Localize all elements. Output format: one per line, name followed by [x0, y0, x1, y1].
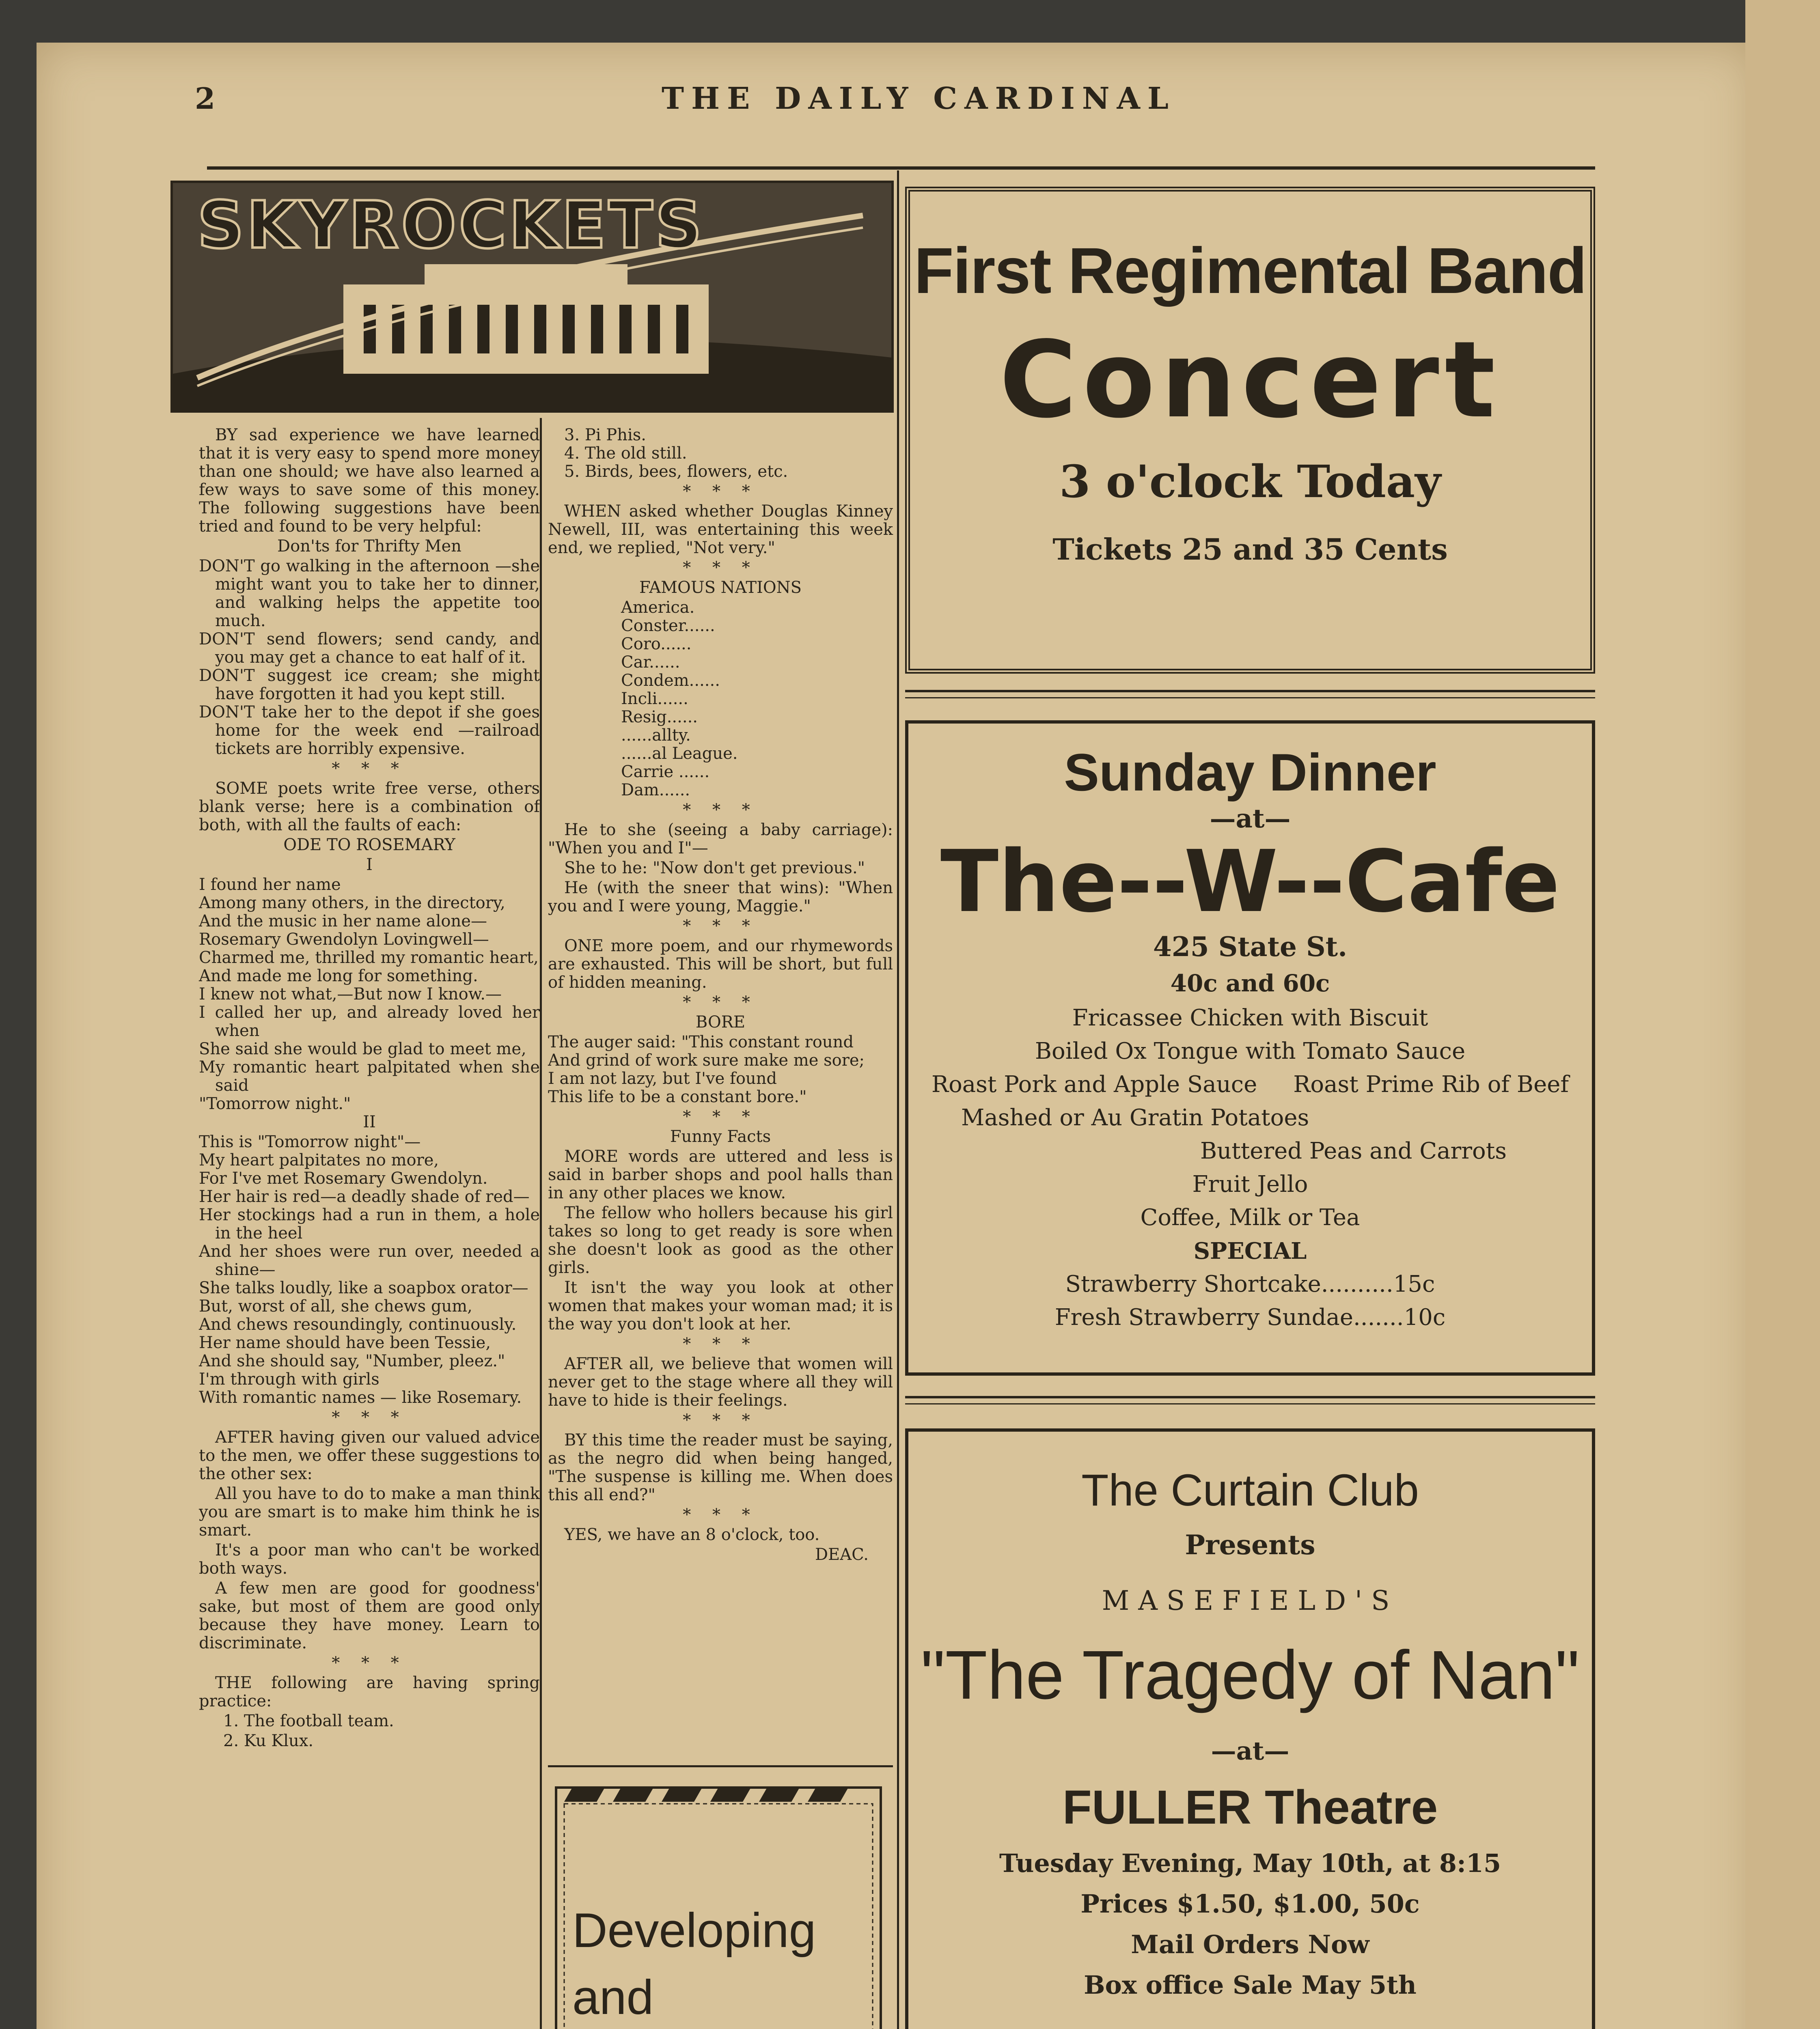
after-line: It's a poor man who can't be worked both ways.: [199, 1541, 540, 1578]
menu-item: Roast Pork and Apple Sauce Roast Prime Rib of Beef: [931, 1071, 1569, 1098]
nation-item: Incli......: [621, 689, 688, 708]
kk-shop-ad: [548, 1779, 889, 2029]
one-more-poem: ONE more poem, and our rhymewords are exhausted. This will be short, but full of hidden meaning.: [548, 937, 893, 992]
nation-item: Carrie ......: [621, 762, 710, 781]
separator-stars: * * *: [683, 917, 758, 935]
donts-heading: Don'ts for Thrifty Men: [277, 537, 461, 556]
menu-item: Fricassee Chicken with Biscuit: [1072, 1005, 1428, 1031]
after-advice: AFTER having given our valued advice to the men, we offer these suggestions to the other sex:: [199, 1428, 540, 1483]
thrift-intro: BY sad experience we have learned that it is very easy to spend more money than one should; we have also learned a few ways to save some of this money. The following suggestions have been tried and found to be very helpful:: [199, 426, 540, 536]
ode-line: Her stockings had a run in them, a hole in the heel: [199, 1206, 540, 1243]
paper-name: THE DAILY CARDINAL: [662, 81, 1176, 116]
nation-item: ......al League.: [621, 744, 738, 763]
ode-part-number: II: [363, 1113, 376, 1131]
nation-item: Dam......: [621, 781, 690, 799]
ode-line: Charmed me, thrilled my romantic heart,: [199, 948, 539, 967]
ode-line: With romantic names — like Rosemary.: [199, 1388, 522, 1407]
separator-stars: * * *: [683, 801, 758, 819]
kk-headline-line: and: [572, 1970, 654, 2025]
dialogue-line: He to she (seeing a baby carriage): "When you and I"—: [548, 821, 893, 857]
ode-line: And made me long for something.: [199, 967, 478, 985]
band-title: First Regimental Band: [914, 234, 1587, 307]
ode-line: I knew not what,—But now I know.—: [199, 985, 502, 1004]
separator-stars: * * *: [683, 558, 758, 577]
menu-special: SPECIAL: [1193, 1238, 1307, 1264]
cafe-heading: Sunday Dinner: [1064, 743, 1436, 802]
nations-list: [548, 599, 893, 799]
separator-stars: * * *: [683, 1411, 758, 1430]
ode-line: I called her up, and already loved her when: [199, 1003, 540, 1040]
section-rule: [905, 697, 1595, 698]
play-date: Tuesday Evening, May 10th, at 8:15: [999, 1848, 1501, 1878]
spring-item: 1. The football team.: [223, 1712, 394, 1730]
nation-item: ......allty.: [621, 726, 691, 745]
ode-line: But, worst of all, she chews gum,: [199, 1297, 472, 1316]
cafe-address: 425 State St.: [1153, 931, 1348, 963]
ode-line: And she should say, "Number, pleez.": [199, 1352, 505, 1370]
ode-line: My heart palpitates no more,: [199, 1151, 439, 1170]
nation-item: Car......: [621, 653, 680, 672]
cafe-price: 40c and 60c: [1170, 969, 1330, 997]
dialogue-line: He (with the sneer that wins): "When you and I were young, Maggie.": [548, 879, 893, 915]
ode-title: ODE TO ROSEMARY: [283, 836, 455, 854]
cafe-name: The--W--Cafe: [940, 832, 1560, 931]
list-item: 4. The old still.: [564, 444, 687, 463]
dialogue-line: She to he: "Now don't get previous.": [564, 859, 865, 877]
club-presents: Presents: [1185, 1529, 1315, 1561]
nation-item: Coro......: [621, 635, 692, 653]
column-signature: DEAC.: [815, 1545, 869, 1564]
menu-item: Coffee, Milk or Tea: [1140, 1204, 1360, 1231]
ode-line: This is "Tomorrow night"—: [199, 1133, 421, 1151]
separator-stars: * * *: [332, 1408, 407, 1427]
bore-line: This life to be a constant bore.": [548, 1088, 807, 1106]
nation-item: Conster......: [621, 616, 715, 635]
ode-line: My romantic heart palpitated when she said: [199, 1058, 540, 1095]
menu-item: Boiled Ox Tongue with Tomato Sauce: [1035, 1038, 1466, 1064]
poets-intro: SOME poets write free verse, others blank verse; here is a combination of both, with all the faults of each:: [199, 779, 540, 834]
ode-line: For I've met Rosemary Gwendolyn.: [199, 1169, 488, 1188]
menu-item: Fruit Jello: [1192, 1171, 1308, 1198]
column-rule: [897, 170, 899, 2029]
dont-item: DON'T send flowers; send candy, and you may get a chance to eat half of it.: [199, 630, 540, 667]
special-item: Fresh Strawberry Sundae.......10c: [1054, 1304, 1446, 1331]
ode-line: She said she would be glad to meet me,: [199, 1040, 526, 1058]
nations-title: FAMOUS NATIONS: [639, 578, 802, 597]
page-number: 2: [195, 81, 216, 116]
nation-item: Resig......: [621, 708, 698, 726]
masthead-rule: [207, 166, 1595, 170]
funny-fact: The fellow who hollers because his girl takes so long to get ready is sore when she doesn't look as good as the other girls.: [548, 1204, 893, 1277]
play-author: MASEFIELD'S: [1102, 1585, 1399, 1616]
kk-headline-line: Developing: [572, 1903, 816, 1958]
separator-stars: * * *: [683, 1107, 758, 1126]
dont-item: DON'T suggest ice cream; she might have forgotten it had you kept still.: [199, 666, 540, 703]
ode-line: Her hair is red—a deadly shade of red—: [199, 1187, 530, 1206]
ode-line: I found her name: [199, 875, 341, 894]
section-rule: [548, 1765, 893, 1767]
spring-item: 2. Ku Klux.: [223, 1732, 314, 1750]
skyrockets-column-2: [548, 426, 893, 1566]
after-line: A few men are good for goodness' sake, but most of them are good only because they have money. Learn to discriminate.: [199, 1579, 540, 1652]
concert-tickets: Tickets 25 and 35 Cents: [1052, 532, 1448, 566]
after-all: AFTER all, we believe that women will never get to the stage where all they will have to hide is their feelings.: [548, 1355, 893, 1410]
concert-time: 3 o'clock Today: [1059, 455, 1441, 508]
skyrockets-banner: [170, 181, 894, 413]
ode-line: Among many others, in the directory,: [199, 894, 505, 912]
separator-stars: * * *: [683, 993, 758, 1012]
nation-item: America.: [621, 598, 695, 617]
dont-item: DON'T go walking in the afternoon —she might want you to take her to dinner, and walking helps the appetite too much.: [199, 557, 540, 630]
band-concert-ad: [905, 187, 1595, 674]
skyrockets-title: SKYROCKETS: [197, 187, 705, 263]
funny-fact: It isn't the way you look at other women that makes your woman mad; it is the way you don't look at her.: [548, 1278, 893, 1333]
curtain-club-ad: [905, 1428, 1595, 2029]
separator-stars: * * *: [332, 1654, 407, 1672]
ode-line: Rosemary Gwendolyn Lovingwell—: [199, 930, 489, 949]
ode-line: And her shoes were run over, needed a shine—: [199, 1242, 540, 1279]
play-title: "The Tragedy of Nan": [921, 1637, 1580, 1714]
funny-fact: MORE words are uttered and less is said in barber shops and pool halls than in any other places we know.: [548, 1147, 893, 1202]
separator-stars: * * *: [683, 482, 758, 501]
menu-item: Buttered Peas and Carrots: [1200, 1138, 1507, 1164]
bore-line: And grind of work sure make me sore;: [548, 1051, 865, 1070]
play-prices: Prices $1.50, $1.00, 50c: [1080, 1889, 1420, 1919]
kk-headline: [572, 1897, 816, 2029]
separator-stars: * * *: [683, 1506, 758, 1524]
bore-line: The auger said: "This constant round: [548, 1033, 854, 1051]
ode-line: I'm through with girls: [199, 1370, 380, 1389]
section-rule: [905, 1396, 1595, 1398]
section-rule: [905, 1403, 1595, 1404]
by-this-time: BY this time the reader must be saying, as the negro did when being hanged, "The suspense is killing me. When does this all end?": [548, 1431, 893, 1504]
nation-item: Condem......: [621, 671, 720, 690]
dont-item: DON'T take her to the depot if she goes home for the week end —railroad tickets are horribly expensive.: [199, 703, 540, 758]
funny-facts-title: Funny Facts: [670, 1127, 771, 1146]
after-line: All you have to do to make a man think you are smart is to make him think he is smart.: [199, 1484, 540, 1540]
separator-stars: * * *: [332, 759, 407, 778]
bore-title: BORE: [695, 1013, 746, 1032]
yes-eight-oclock: YES, we have an 8 o'clock, too.: [564, 1525, 820, 1544]
bore-line: I am not lazy, but I've found: [548, 1069, 777, 1088]
ode-line: And the music in her name alone—: [199, 912, 487, 930]
special-item: Strawberry Shortcake..........15c: [1065, 1271, 1435, 1297]
cafe-at: —at—: [1210, 803, 1291, 834]
adjacent-page-edge: [1745, 0, 1820, 2029]
ode-line: "Tomorrow night.": [199, 1094, 351, 1113]
spring-practice: THE following are having spring practice:: [199, 1674, 540, 1710]
menu-item: Mashed or Au Gratin Potatoes: [961, 1105, 1309, 1131]
list-item: 5. Birds, bees, flowers, etc.: [564, 462, 788, 481]
ode-line: She talks loudly, like a soapbox orator—: [199, 1279, 528, 1297]
separator-stars: * * *: [683, 1335, 758, 1353]
ode-part-number: I: [366, 855, 373, 874]
club-name: The Curtain Club: [1081, 1465, 1419, 1515]
play-at: —at—: [1211, 1736, 1290, 1766]
concert-heading: Concert: [999, 319, 1501, 442]
column-rule: [540, 418, 542, 2029]
cafe-ad: [905, 720, 1595, 1376]
when-asked: WHEN asked whether Douglas Kinney Newell, III, was entertaining this week end, we replied, "Not very.": [548, 502, 893, 557]
theatre-name: FULLER Theatre: [1062, 1781, 1438, 1834]
play-box-office: Box office Sale May 5th: [1084, 1970, 1417, 2000]
play-mail-orders: Mail Orders Now: [1131, 1930, 1369, 1959]
skyrockets-column-1: [199, 426, 540, 1752]
ode-line: And chews resoundingly, continuously.: [199, 1315, 517, 1334]
section-rule: [905, 690, 1595, 692]
ode-line: Her name should have been Tessie,: [199, 1333, 491, 1352]
list-item: 3. Pi Phis.: [564, 426, 647, 444]
